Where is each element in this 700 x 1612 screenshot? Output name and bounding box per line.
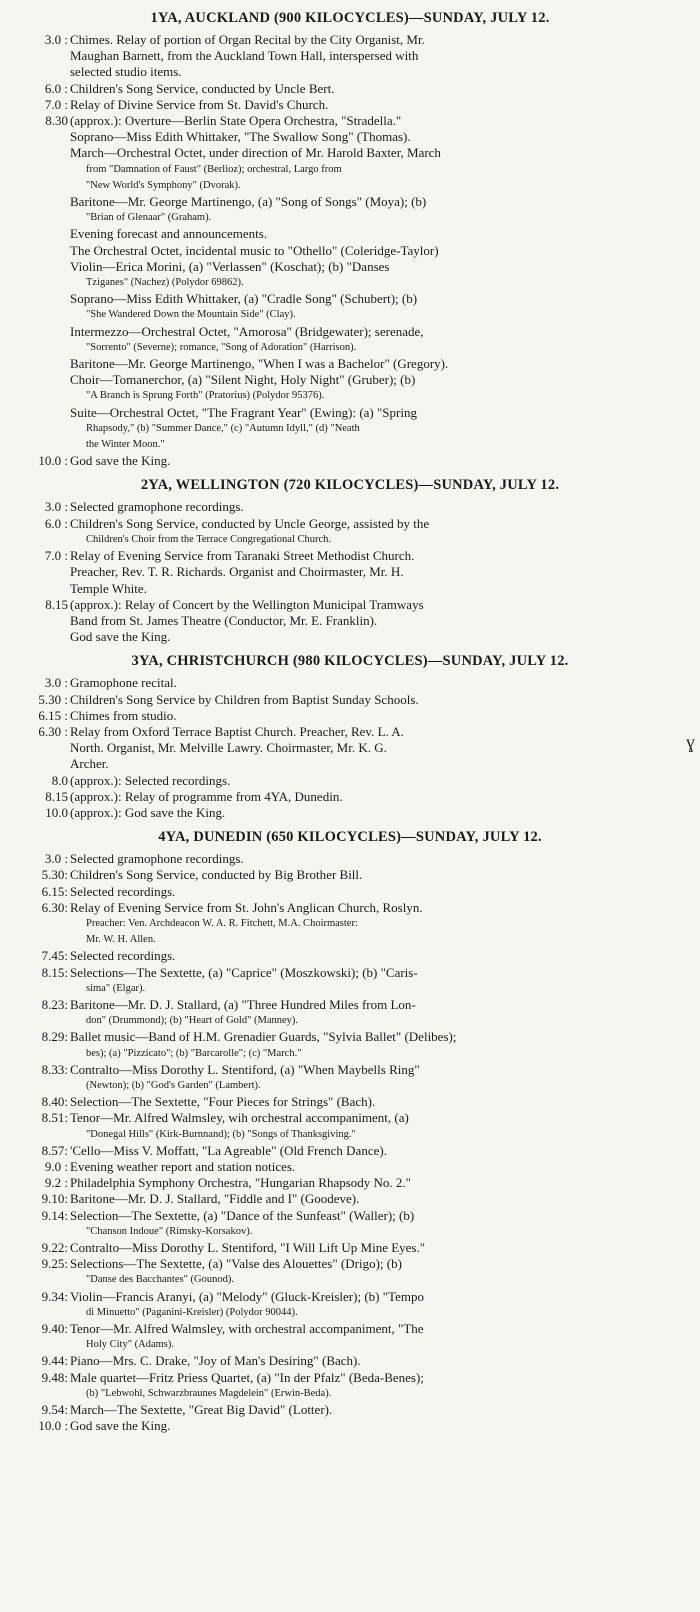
entry-line: Relay from Oxford Terrace Baptist Church. Preacher, Rev. L. A. (70, 723, 404, 739)
programme-entry (0, 1208, 700, 1240)
entry-text (70, 867, 700, 883)
entry-time: 6.30 : (38, 723, 68, 739)
entry-line: Contralto—Miss Dorothy L. Stentiford, (a) "When Maybells Ring" (70, 1061, 420, 1077)
entry-line: Preacher, Rev. T. R. Richards. Organist and Choirmaster, Mr. H. (70, 564, 404, 580)
programme-entry (0, 97, 700, 113)
programme-entry (0, 32, 700, 81)
entry-line: (approx.): Selected recordings. (70, 772, 231, 788)
entry-text (70, 1353, 700, 1369)
entry-text (70, 1418, 700, 1434)
entry-line: from "Damnation of Faust" (Berlioz); orchestral, Largo from (86, 163, 342, 175)
entry-line: Contralto—Miss Dorothy L. Stentiford, "I Will Lift Up Mine Eyes." (70, 1240, 426, 1256)
entry-time: 6.15: (41, 883, 68, 899)
entry-time: 8.57: (41, 1142, 68, 1158)
programme-entry (0, 900, 700, 949)
programme-entry (0, 516, 700, 548)
entry-time: 9.25: (41, 1256, 68, 1272)
entry-line: Selected recordings. (70, 948, 176, 964)
entry-time: 9.54: (41, 1402, 68, 1418)
entry-line: Violin—Erica Morini, (a) "Verlassen" (Koschat); (b) "Danses (70, 258, 390, 274)
entry-time: 8.51: (41, 1110, 68, 1126)
entry-text (70, 948, 700, 964)
entry-line: Children's Song Service, conducted by Uncle George, assisted by the (70, 515, 430, 531)
entry-time: 8.15 (45, 788, 68, 804)
programme-entry (0, 851, 700, 867)
entry-line: Holy City" (Adams). (86, 1339, 174, 1351)
programme-entry (0, 81, 700, 97)
entry-text (70, 1175, 700, 1191)
programme-entry (0, 1353, 700, 1369)
entry-time: 3.0 : (44, 499, 68, 515)
programme-entry (0, 1289, 700, 1321)
entry-line: "Danse des Bacchantes" (Gounod). (86, 1274, 234, 1286)
entry-line: Preacher: Ven. Archdeacon W. A. R. Fitchett, M.A. Choirmaster: (86, 917, 358, 929)
entry-line: Relay of Evening Service from St. John's Anglican Church, Roslyn. (70, 899, 423, 915)
entry-text (70, 900, 700, 949)
programme-entry (0, 708, 700, 724)
entry-line: Philadelphia Symphony Orchestra, "Hungarian Rhapsody No. 2." (70, 1175, 411, 1191)
entry-time: 8.29: (41, 1029, 68, 1045)
station-heading: 3YA, CHRISTCHURCH (980 KILOCYCLES)—SUNDAY, JULY 12. (131, 653, 569, 670)
entry-time: 3.0 : (44, 675, 68, 691)
entry-text (70, 1094, 700, 1110)
entry-time: 9.0 : (44, 1159, 68, 1174)
programme-entry (0, 1175, 700, 1191)
entry-line: Selection—The Sextette, (a) "Dance of the Sunfeast" (Waller); (b) (70, 1207, 415, 1223)
entry-time: 9.40: (41, 1321, 68, 1337)
entry-line: The Orchestral Octet, incidental music to "Othello" (Coleridge-Taylor) (70, 242, 439, 258)
programme-entry (0, 789, 700, 805)
entry-time: 9.10: (41, 1191, 68, 1207)
programme-entry (0, 965, 700, 997)
entry-line: Suite—Orchestral Octet, "The Fragrant Year" (Ewing): (a) "Spring (70, 404, 417, 420)
station-section (0, 651, 700, 821)
entry-line: Mr. W. H. Allen. (86, 934, 156, 946)
entry-time: 7.45: (41, 948, 68, 964)
entry-time: 3.0 : (44, 851, 68, 867)
entry-line: Violin—Francis Aranyi, (a) "Melody" (Gluck-Kreisler); (b) "Tempo (70, 1288, 424, 1304)
programme-entry (0, 884, 700, 900)
entry-time: 9.2 : (44, 1175, 68, 1191)
entry-line: "Sorrento" (Severne); romance, "Song of Adoration" (Harrison). (86, 341, 357, 353)
entry-text (70, 724, 700, 773)
entry-line: "A Branch is Sprung Forth" (Pratorius) (Polydor 95376). (86, 390, 325, 402)
entry-text (70, 675, 700, 691)
entry-line: Temple White. (70, 580, 147, 596)
programme-entry (0, 499, 700, 515)
station-section (0, 8, 700, 469)
entry-line: "Brian of Glenaar" (Graham). (86, 212, 212, 224)
station-section (0, 827, 700, 1434)
entry-time: 8.15: (41, 964, 68, 980)
entry-time: 8.40: (41, 1094, 68, 1110)
entry-line: Evening weather report and station notices. (70, 1159, 296, 1174)
programme-entry (0, 1029, 700, 1061)
programme-entry (0, 867, 700, 883)
programme-entry (0, 1370, 700, 1402)
programme-entry (0, 1321, 700, 1353)
entry-time: 5.30 : (38, 691, 68, 707)
entry-time: 3.0 : (44, 32, 68, 47)
entry-line: Male quartet—Fritz Priess Quartet, (a) "In der Pfalz" (Beda-Benes); (70, 1369, 424, 1385)
entry-text (70, 629, 700, 645)
programme-entry (0, 675, 700, 691)
entry-line: "New World's Symphony" (Dvorak). (86, 179, 241, 191)
programme-entry (0, 805, 700, 821)
entry-time: 6.30: (41, 899, 68, 915)
entry-text (70, 499, 700, 515)
entry-time: 8.15 (45, 596, 68, 612)
entry-time: 9.34: (41, 1288, 68, 1304)
entry-line: bes); (a) "Pizzicato"; (b) "Barcarolle"; (c) "March." (86, 1047, 302, 1059)
entry-line: Ballet music—Band of H.M. Grenadier Guards, "Sylvia Ballet" (Delibes); (70, 1029, 457, 1045)
entry-line: (approx.): God save the King. (70, 804, 226, 820)
entry-time: 8.33: (41, 1061, 68, 1077)
entry-time: 10.0 : (38, 1418, 68, 1434)
entry-text (70, 453, 700, 469)
entry-text (70, 1402, 700, 1418)
entry-text (70, 805, 700, 821)
entry-text (70, 1029, 700, 1061)
programme-entry (0, 1143, 700, 1159)
programme-entry (0, 1110, 700, 1142)
entry-line: (approx.): Relay of programme from 4YA, Dunedin. (70, 788, 343, 804)
entry-line: the Winter Moon." (86, 439, 165, 451)
entry-text (70, 997, 700, 1029)
entry-time: 6.0 : (44, 80, 68, 96)
entry-line: Selected recordings. (70, 883, 176, 899)
entry-time: 10.0 (45, 804, 68, 820)
entry-line: "Chanson Indoue" (Rimsky-Korsakov). (86, 1225, 253, 1237)
radio-programme-page (0, 2, 700, 1434)
entry-line: Selection—The Sextette, "Four Pieces for Strings" (Bach). (70, 1094, 376, 1110)
programme-entry (0, 629, 700, 645)
programme-entry (0, 1159, 700, 1175)
programme-entry (0, 724, 700, 773)
entry-time: 6.15 : (38, 707, 68, 723)
entry-line: sima" (Elgar). (86, 982, 146, 994)
entry-text (70, 1321, 700, 1353)
entry-text (70, 1143, 700, 1159)
entry-time: 8.23: (41, 996, 68, 1012)
programme-entry (0, 1240, 700, 1256)
entry-line: (approx.): Relay of Concert by the Wellington Municipal Tramways (70, 596, 424, 612)
programme-entry (0, 1062, 700, 1094)
entry-time: 9.22: (41, 1240, 68, 1256)
programme-entry (0, 548, 700, 597)
entry-line: God save the King. (70, 1418, 171, 1434)
entry-line: Children's Song Service by Children from Baptist Sunday Schools. (70, 691, 419, 707)
entry-text (70, 1370, 700, 1402)
station-section (0, 475, 700, 645)
entry-line: Baritone—Mr. D. J. Stallard, (a) "Three Hundred Miles from Lon- (70, 996, 416, 1012)
entry-text (70, 1062, 700, 1094)
entry-text (70, 113, 700, 453)
entry-line: March—The Sextette, "Great Big David" (Lotter). (70, 1402, 333, 1418)
entry-line: Selected gramophone recordings. (70, 499, 244, 515)
entry-text (70, 1191, 700, 1207)
entry-line: Selections—The Sextette, (a) "Caprice" (Moszkowski); (b) "Caris- (70, 964, 418, 980)
entry-line: Chimes. Relay of portion of Organ Recital by the City Organist, Mr. (70, 32, 425, 47)
entry-time: 9.14: (41, 1207, 68, 1223)
entry-line: Archer. (70, 756, 109, 772)
programme-entry (0, 597, 700, 629)
entry-line: (approx.): Overture—Berlin State Opera Orchestra, "Stradella." (70, 113, 402, 129)
entry-time: 10.0 : (38, 453, 68, 469)
programme-entry (0, 692, 700, 708)
entry-line: don" (Drummond); (b) "Heart of Gold" (Manney). (86, 1015, 299, 1027)
entry-line: Choir—Tomanerchor, (a) "Silent Night, Holy Night" (Gruber); (b) (70, 372, 416, 388)
entry-line: God save the King. (70, 629, 171, 645)
station-heading: 2YA, WELLINGTON (720 KILOCYCLES)—SUNDAY, JULY 12. (140, 477, 560, 494)
entry-line: Relay of Evening Service from Taranaki Street Methodist Church. (70, 548, 415, 564)
entry-line: Rhapsody," (b) "Summer Dance," (c) "Autumn Idyll," (d) "Neath (86, 422, 360, 434)
entry-text (70, 81, 700, 97)
entry-line: "She Wandered Down the Mountain Side" (Clay). (86, 309, 296, 321)
programme-entry (0, 1094, 700, 1110)
entry-text (70, 516, 700, 548)
entry-line: Children's Choir from the Terrace Congregational Church. (86, 533, 332, 545)
entry-text (70, 884, 700, 900)
entry-time: 9.44: (41, 1353, 68, 1369)
programme-entry (0, 1256, 700, 1288)
programme-entry (0, 1418, 700, 1434)
entry-line: (Newton); (b) "God's Garden" (Lambert). (86, 1079, 261, 1091)
entry-line: Soprano—Miss Edith Whittaker, (a) "Cradle Song" (Schubert); (b) (70, 291, 418, 307)
programme-entry (0, 773, 700, 789)
entry-line: Children's Song Service, conducted by Uncle Bert. (70, 80, 335, 96)
entry-line: Baritone—Mr. George Martinengo, (a) "Song of Songs" (Moya); (b) (70, 194, 427, 210)
entry-line: North. Organist, Mr. Melville Lawry. Choirmaster, Mr. K. G. (70, 740, 387, 756)
station-heading: 4YA, DUNEDIN (650 KILOCYCLES)—SUNDAY, JULY 12. (158, 829, 542, 846)
entry-text (70, 1256, 700, 1288)
station-heading: 1YA, AUCKLAND (900 KILOCYCLES)—SUNDAY, JULY 12. (150, 10, 550, 26)
entry-text (70, 789, 700, 805)
entry-text (70, 597, 700, 629)
entry-line: Band from St. James Theatre (Conductor, Mr. E. Franklin). (70, 612, 378, 628)
entry-time: 8.30 (45, 113, 68, 129)
entry-text (70, 965, 700, 997)
entry-text (70, 1289, 700, 1321)
entry-text (70, 97, 700, 113)
entry-text (70, 548, 700, 597)
entry-text (70, 1240, 700, 1256)
entry-line: Piano—Mrs. C. Drake, "Joy of Man's Desiring" (Bach). (70, 1353, 361, 1369)
entry-line: Tziganes" (Nachez) (Polydor 69862). (86, 277, 244, 289)
entry-text (70, 1110, 700, 1142)
entry-text (70, 32, 700, 81)
entry-line: Chimes from studio. (70, 707, 177, 723)
entry-line: (b) "Lebwohl, Schwarzbraunes Magdelein" (Erwin-Beda). (86, 1387, 332, 1399)
programme-entry (0, 113, 700, 453)
entry-line: "Donegal Hills" (Kirk-Burnnand); (b) "Songs of Thanksgiving." (86, 1128, 356, 1140)
entry-text (70, 1159, 700, 1175)
entry-line: Intermezzo—Orchestral Octet, "Amorosa" (Bridgewater); serenade, (70, 323, 424, 339)
entry-line: Maughan Barnett, from the Auckland Town Hall, interspersed with (70, 48, 419, 64)
entry-line: God save the King. (70, 453, 171, 469)
entry-text (70, 708, 700, 724)
entry-time: 7.0 : (44, 96, 68, 112)
entry-line: di Minuetto" (Paganini-Kreisler) (Polydor 90044). (86, 1306, 298, 1318)
entry-line: Selections—The Sextette, (a) "Valse des Alouettes" (Drigo); (b) (70, 1256, 402, 1272)
entry-time: 7.0 : (44, 548, 68, 564)
programme-entry (0, 1191, 700, 1207)
entry-line: Baritone—Mr. George Martinengo, "When I was a Bachelor" (Gregory). (70, 356, 449, 372)
entry-time: 8.0 (51, 772, 68, 788)
entry-time: 6.0 : (44, 515, 68, 531)
entry-text (70, 773, 700, 789)
entry-line: Baritone—Mr. D. J. Stallard, "Fiddle and I" (Goodeve). (70, 1191, 360, 1207)
programme-entry (0, 1402, 700, 1418)
entry-time: 5.30: (41, 867, 68, 883)
programme-entry (0, 453, 700, 469)
entry-text (70, 851, 700, 867)
entry-text (70, 1208, 700, 1240)
entry-line: Children's Song Service, conducted by Big Brother Bill. (70, 867, 363, 883)
entry-line: Evening forecast and announcements. (70, 226, 268, 242)
entry-line: Gramophone recital. (70, 675, 177, 691)
margin-mark-icon: ɣ (686, 732, 695, 752)
entry-text (70, 692, 700, 708)
entry-line: Relay of Divine Service from St. David's Church. (70, 96, 329, 112)
entry-line: selected studio items. (70, 64, 182, 80)
entry-line: March—Orchestral Octet, under direction of Mr. Harold Baxter, March (70, 145, 441, 161)
entry-line: Soprano—Miss Edith Whittaker, "The Swallow Song" (Thomas). (70, 129, 411, 145)
programme-entry (0, 948, 700, 964)
programme-entry (0, 997, 700, 1029)
entry-line: Selected gramophone recordings. (70, 851, 244, 867)
entry-line: Tenor—Mr. Alfred Walmsley, with orchestral accompaniment, "The (70, 1321, 424, 1337)
entry-line: 'Cello—Miss V. Moffatt, "La Agreable" (Old French Dance). (70, 1142, 387, 1158)
entry-line: Tenor—Mr. Alfred Walmsley, wih orchestral accompaniment, (a) (70, 1110, 409, 1126)
entry-time: 9.48: (41, 1369, 68, 1385)
